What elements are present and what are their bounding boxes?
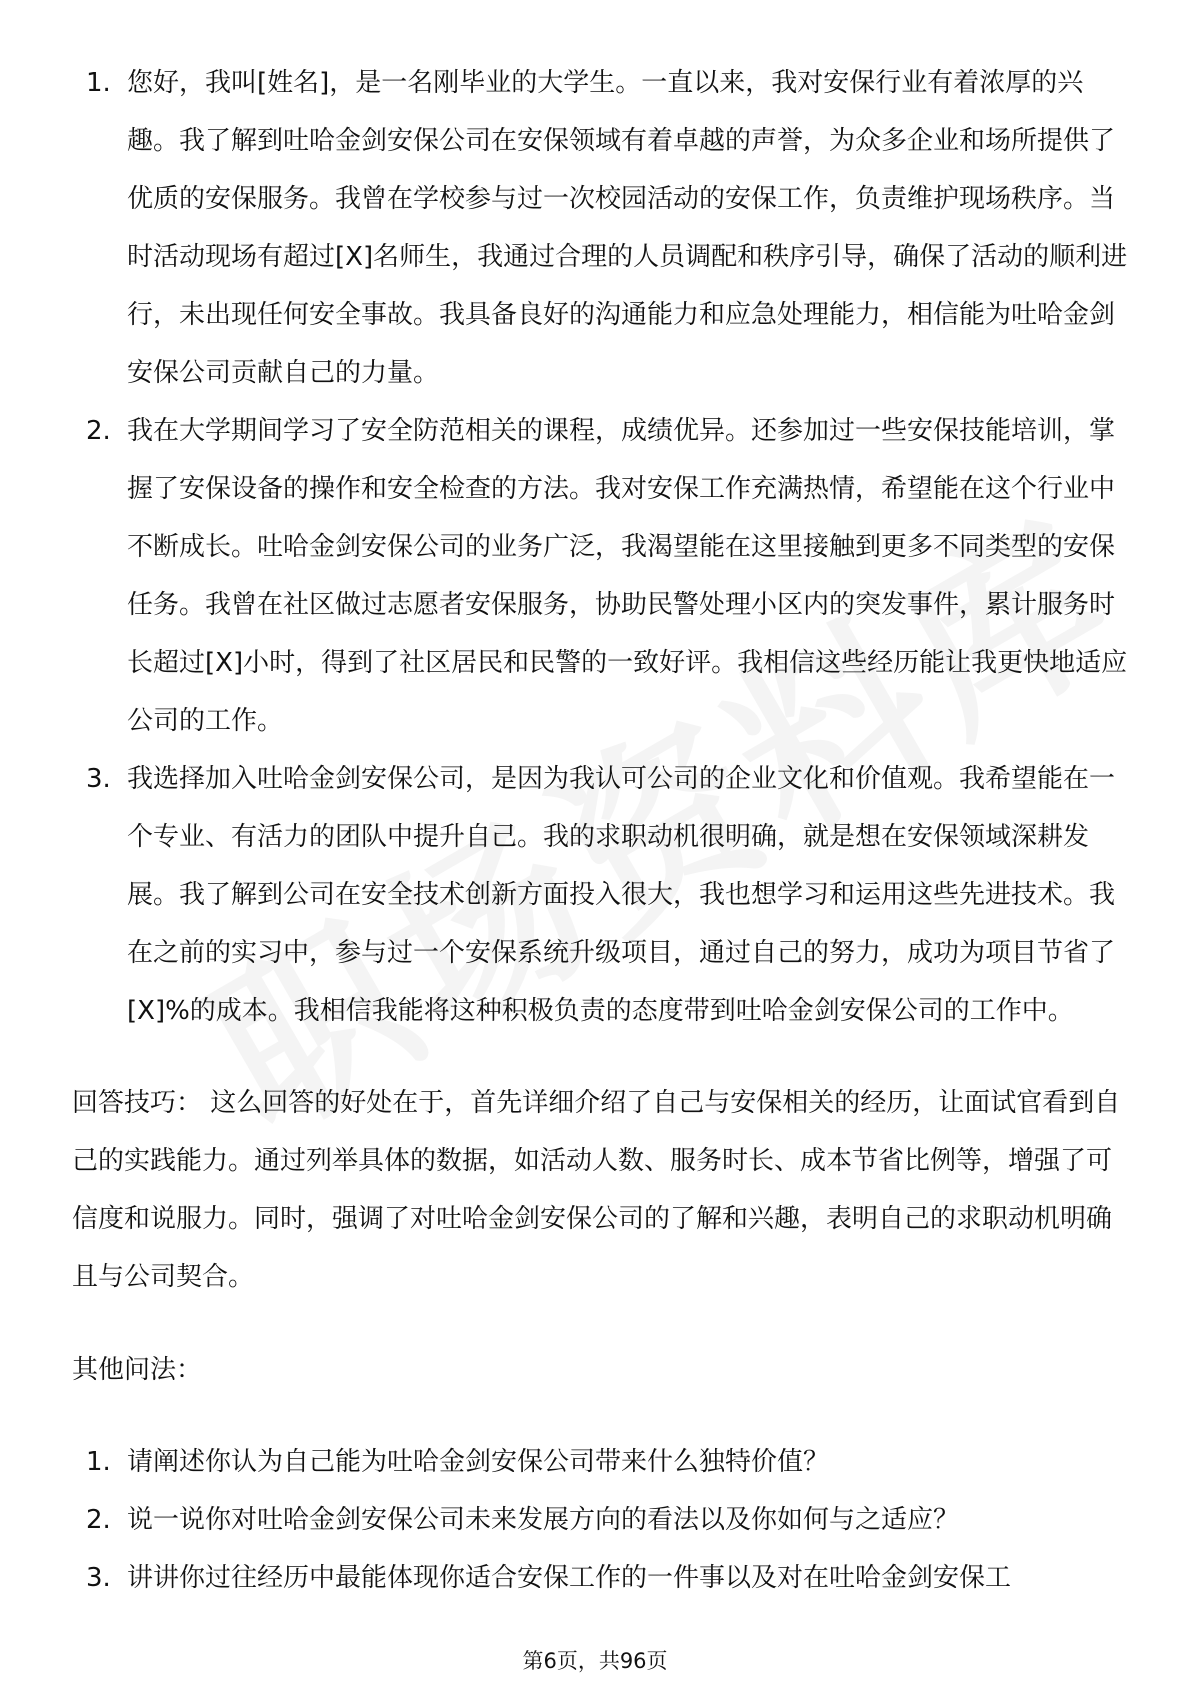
- answer-item-1: [72, 54, 1132, 402]
- question-item-1: [72, 1433, 1132, 1491]
- page-content: [72, 54, 1132, 1607]
- answer-item-3: [72, 750, 1132, 1040]
- question-text: 说一说你对吐哈金剑安保公司未来发展方向的看法以及你如何与之适应？: [127, 1505, 960, 1535]
- answer-number: 2.: [86, 416, 111, 446]
- answer-item-2: [72, 402, 1132, 750]
- question-number: 1.: [86, 1447, 111, 1477]
- question-number: 2.: [86, 1505, 111, 1535]
- question-item-2: [72, 1491, 1132, 1549]
- answer-text: 我选择加入吐哈金剑安保公司，是因为我认可公司的企业文化和价值观。我希望能在一个专业、有活力的团队中提升自己。我的求职动机很明确，就是想在安保领域深耕发展。我了解到公司在安全技术创新方面投入很大，我也想学习和运用这些先进技术。我在之前的实习中，参与过一个安保系统升级项目，通过自己的努力，成功为项目节省了[X]%的成本。我相信我能将这种积极负责的态度带到吐哈金剑安保公司的工作中。: [127, 764, 1116, 1026]
- answer-number: 3.: [86, 764, 111, 794]
- other-questions-heading: 其他问法：: [72, 1355, 203, 1385]
- answer-text: 您好，我叫[姓名]，是一名刚毕业的大学生。一直以来，我对安保行业有着浓厚的兴趣。我了解到吐哈金剑安保公司在安保领域有着卓越的声誉，为众多企业和场所提供了优质的安保服务。我曾在学校参与过一次校园活动的安保工作，负责维护现场秩序。当时活动现场有超过[X]名师生，我通过合理的人员调配和秩序引导，确保了活动的顺利进行，未出现任何安全事故。我具备良好的沟通能力和应急处理能力，相信能为吐哈金剑安保公司贡献自己的力量。: [127, 68, 1128, 388]
- answer-list: [72, 54, 1132, 1040]
- answer-text: 我在大学期间学习了安全防范相关的课程，成绩优异。还参加过一些安保技能培训，掌握了安保设备的操作和安全检查的方法。我对安保工作充满热情，希望能在这个行业中不断成长。吐哈金剑安保公司的业务广泛，我渴望能在这里接触到更多不同类型的安保任务。我曾在社区做过志愿者安保服务，协助民警处理小区内的突发事件，累计服务时长超过[X]小时，得到了社区居民和民警的一致好评。我相信这些经历能让我更快地适应公司的工作。: [127, 416, 1128, 736]
- other-questions-list: [72, 1433, 1132, 1607]
- answer-number: 1.: [86, 68, 111, 98]
- question-text: 讲讲你过往经历中最能体现你适合安保工作的一件事以及对在吐哈金剑安保工: [127, 1563, 1012, 1593]
- answer-tips: 回答技巧： 这么回答的好处在于，首先详细介绍了自己与安保相关的经历，让面试官看到自己的实践能力。通过列举具体的数据，如活动人数、服务时长、成本节省比例等，增强了可信度和说服力。同时，强调了对吐哈金剑安保公司的了解和兴趣，表明自己的求职动机明确且与公司契合。: [72, 1088, 1121, 1292]
- question-text: 请阐述你认为自己能为吐哈金剑安保公司带来什么独特价值？: [127, 1447, 830, 1477]
- question-number: 3.: [86, 1563, 111, 1593]
- question-item-3: [72, 1549, 1132, 1607]
- page-footer: 第6页，共96页: [522, 1649, 668, 1673]
